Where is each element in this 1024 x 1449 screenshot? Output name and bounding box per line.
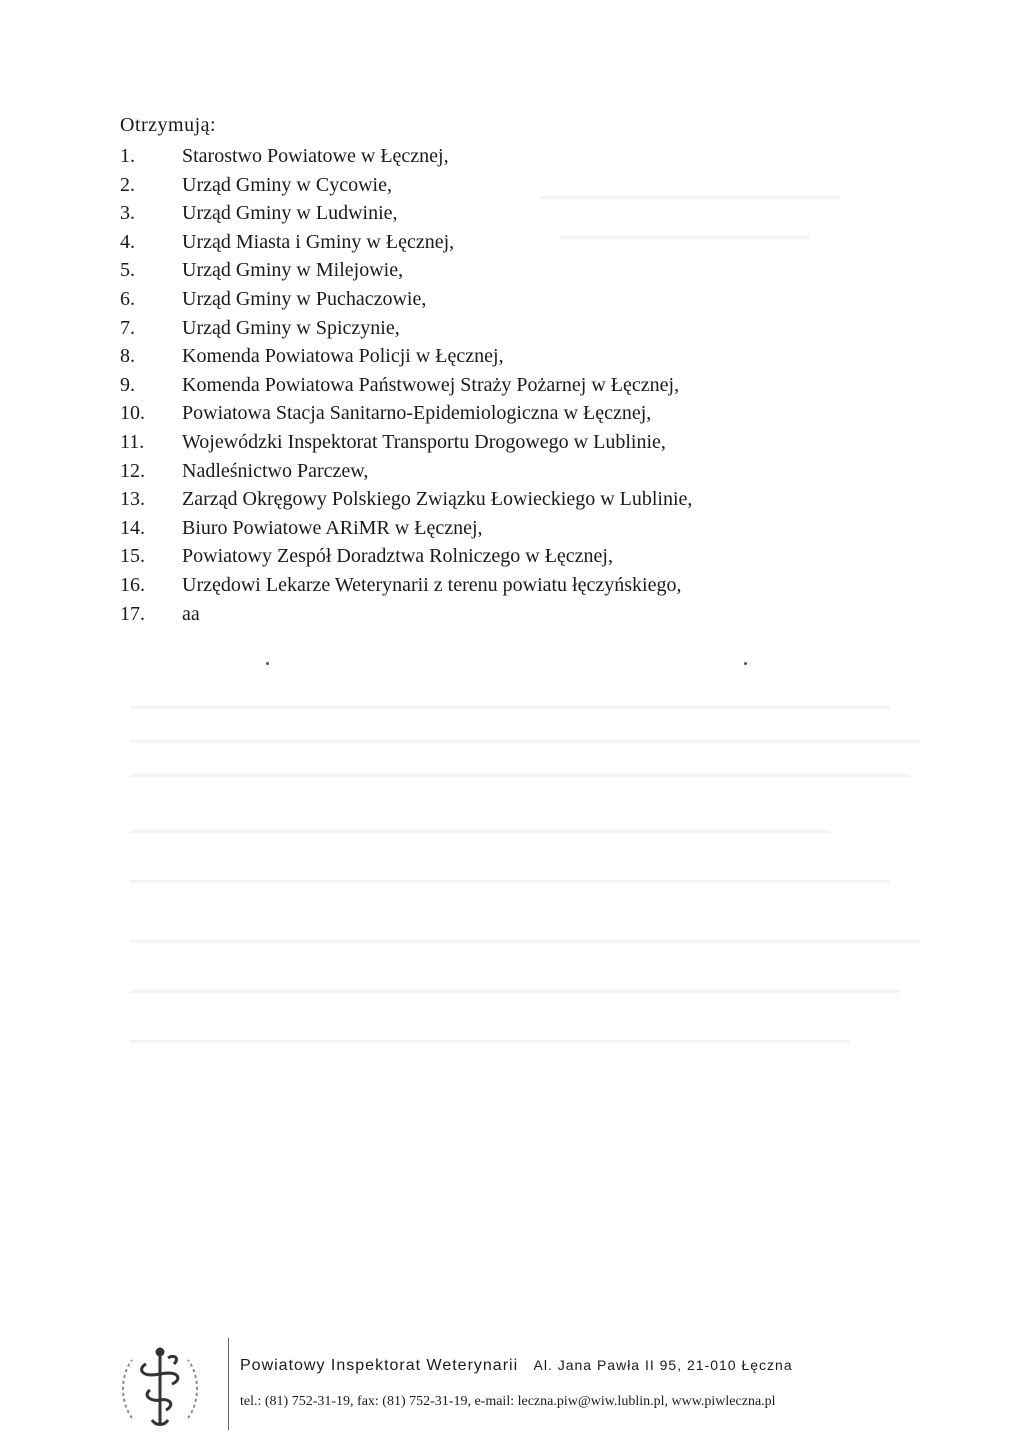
recipient-number: 10.: [120, 402, 145, 425]
recipient-text: Biuro Powiatowe ARiMR w Łęcznej,: [182, 516, 483, 539]
recipient-text: Starostwo Powiatowe w Łęcznej,: [182, 145, 449, 167]
recipient-item: [120, 428, 692, 457]
recipient-item: [120, 256, 692, 285]
letterhead-footer: [100, 1330, 980, 1430]
recipient-number: 15.: [120, 545, 145, 568]
recipient-text: Powiatowy Zespół Doradztwa Rolniczego w Łęcznej,: [182, 545, 613, 568]
recipient-number: 3.: [120, 202, 135, 225]
recipient-text: Zarząd Okręgowy Polskiego Związku Łowieckiego w Lublinie,: [182, 488, 693, 511]
recipient-item: [120, 542, 692, 571]
recipient-item: [120, 485, 692, 514]
veterinary-caduceus-seal-icon: [112, 1340, 208, 1436]
recipient-number: 2.: [120, 173, 135, 196]
recipient-number: 9.: [120, 373, 135, 396]
recipient-text: Powiatowa Stacja Sanitarno-Epidemiologiczna w Łęcznej,: [182, 402, 652, 425]
recipient-number: 6.: [120, 287, 135, 310]
recipient-number: 5.: [120, 259, 135, 282]
scan-bleed-mark: [130, 740, 920, 743]
recipient-item: [120, 571, 692, 600]
recipients-list: [120, 142, 692, 628]
recipient-text: Urząd Gminy w Milejowie,: [182, 259, 404, 282]
recipient-text: aa: [182, 602, 200, 625]
recipient-item: [120, 171, 692, 200]
scan-bleed-mark: [130, 1040, 850, 1043]
recipient-number: 1.: [120, 145, 135, 167]
recipient-text: Wojewódzki Inspektorat Transportu Drogowego w Lublinie,: [182, 430, 666, 453]
recipient-number: 17.: [120, 602, 145, 625]
recipient-number: 12.: [120, 459, 145, 482]
recipient-text: Urząd Gminy w Spiczynie,: [182, 316, 400, 339]
recipient-item: [120, 514, 692, 543]
recipient-item: [120, 285, 692, 314]
recipient-text: Urząd Gminy w Cycowie,: [182, 173, 392, 196]
footer-divider: [228, 1338, 229, 1430]
scan-bleed-mark: [130, 830, 830, 833]
recipient-text: Urząd Gminy w Puchaczowie,: [182, 287, 427, 310]
scan-bleed-mark: [130, 940, 920, 943]
recipient-text: Komenda Powiatowa Państwowej Straży Pożarnej w Łęcznej,: [182, 373, 680, 396]
recipient-item: [120, 342, 692, 371]
stray-dot: [744, 662, 747, 665]
recipient-text: Urząd Miasta i Gminy w Łęcznej,: [182, 230, 455, 253]
recipient-number: 11.: [120, 430, 145, 453]
recipient-item: [120, 228, 692, 257]
recipient-item: [120, 142, 692, 171]
scan-bleed-mark: [130, 706, 890, 709]
scan-bleed-mark: [130, 990, 900, 993]
recipient-number: 8.: [120, 345, 135, 368]
recipients-heading: Otrzymują:: [120, 114, 217, 136]
footer-org-line: [240, 1356, 793, 1375]
recipient-number: 7.: [120, 316, 135, 339]
recipient-number: 13.: [120, 488, 145, 511]
scan-bleed-mark: [130, 880, 890, 883]
recipient-item: [120, 199, 692, 228]
recipient-number: 16.: [120, 573, 145, 596]
recipient-item: [120, 399, 692, 428]
footer-address: Al. Jana Pawła II 95, 21-010 Łęczna: [533, 1357, 793, 1373]
recipient-item: [120, 371, 692, 400]
recipient-text: Urzędowi Lekarze Weterynarii z terenu powiatu łęczyńskiego,: [182, 573, 682, 596]
recipient-number: 4.: [120, 230, 135, 253]
stray-dot: [266, 662, 269, 665]
recipient-text: Urząd Gminy w Ludwinie,: [182, 202, 398, 225]
recipient-item: [120, 457, 692, 486]
recipient-text: Komenda Powiatowa Policji w Łęcznej,: [182, 345, 504, 368]
recipient-item: [120, 600, 692, 629]
footer-org-name: Powiatowy Inspektorat Weterynarii: [240, 1357, 519, 1374]
recipient-number: 14.: [120, 516, 145, 539]
footer-contact: tel.: (81) 752-31-19, fax: (81) 752-31-19, e-mail: leczna.piw@wiw.lublin.pl, www.piwleczna.pl: [240, 1394, 776, 1409]
scan-bleed-mark: [130, 774, 910, 777]
recipient-item: [120, 314, 692, 343]
recipient-text: Nadleśnictwo Parczew,: [182, 459, 369, 482]
